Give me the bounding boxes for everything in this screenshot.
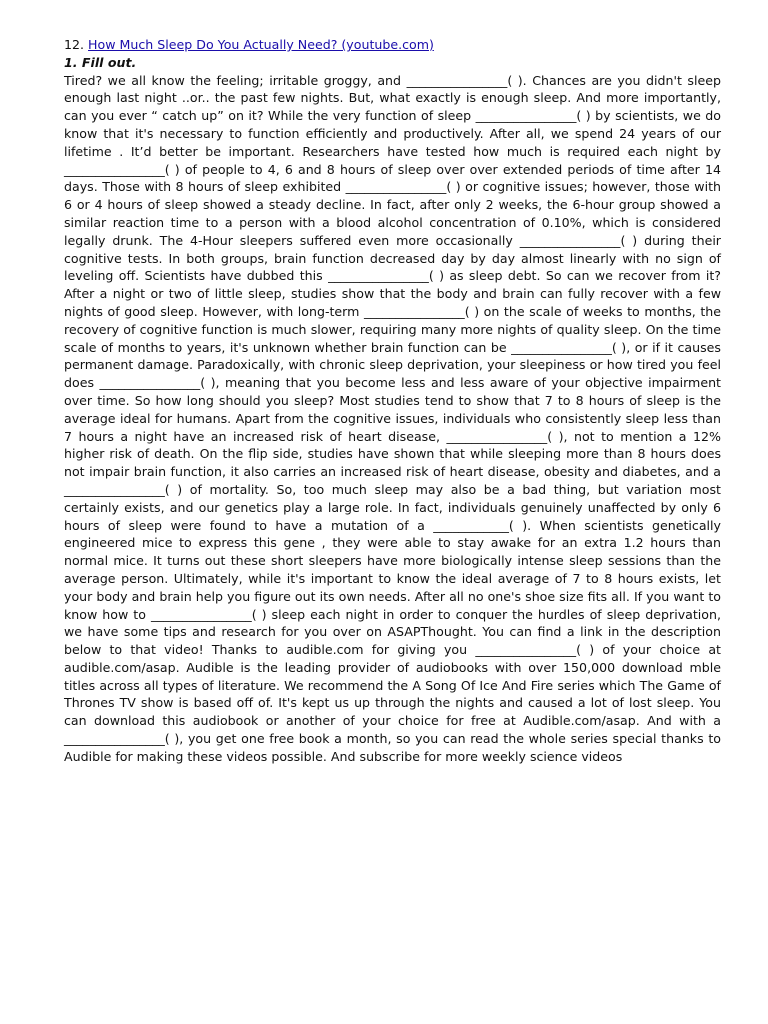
video-title-link[interactable]: How Much Sleep Do You Actually Need? (youtube.com)	[88, 37, 434, 52]
instruction-label: 1. Fill out.	[64, 54, 137, 70]
document-page	[64, 36, 726, 766]
exercise-heading	[64, 36, 721, 54]
fill-in-passage: Tired? we all know the feeling; irritable groggy, and ________________( ). Chances are you didn't sleep enough last night ..or.. the past few nights. But, what exactly is enough sleep. And more importantly, can you ever “ catch up” on it? While the very function of sleep ________________( ) by scientists, we do know that it's necessary to function efficiently and productively. After all, we spend 24 years of our lifetime . It’d better be important. Researchers have tested how much is required each night by ________________( ) of people to 4, 6 and 8 hours of sleep over over extended periods of time after 14 days. Those with 8 hours of sleep exhibited ________________( ) or cognitive issues; however, those with 6 or 4 hours of sleep showed a steady decline. In fact, after only 2 weeks, the 6-hour group showed a similar reaction time to a person with a blood alcohol concentration of 0.10%, which is considered legally drunk. The 4-Hour sleepers suffered even more occasionally ________________( ) during their cognitive tests. In both groups, brain function decreased day by day almost linearly with no sign of leveling off. Scientists have dubbed this ________________( ) as sleep debt. So can we recover from it? After a night or two of little sleep, studies show that the body and brain can fully recover with a few nights of good sleep. However, with long-term ________________( ) on the scale of weeks to months, the recovery of cognitive function is much slower, requiring many more nights of quality sleep. On the time scale of months to years, it's unknown whether brain function can be ________________( ), or if it causes permanent damage. Paradoxically, with chronic sleep deprivation, your sleepiness or how tired you feel does ________________( ), meaning that you become less and less aware of your objective impairment over time. So how long should you sleep? Most studies tend to show that 7 to 8 hours of sleep is the average ideal for humans. Apart from the cognitive issues, individuals who consistently sleep less than 7 hours a night have an increased risk of heart disease, ________________( ), not to mention a 12% higher risk of death. On the flip side, studies have shown that while sleeping more than 8 hours does not impair brain function, it also carries an increased risk of heart disease, obesity and diabetes, and a ________________( ) of mortality. So, too much sleep may also be a bad thing, but variation most certainly exists, and our genetics play a large role. In fact, individuals genuinely unaffected by only 6 hours of sleep were found to have a mutation of a ____________( ). When scientists genetically engineered mice to express this gene , they were able to stay awake for an extra 1.2 hours than normal mice. It turns out these short sleepers have more biologically intense sleep sessions than the average person. Ultimately, while it's important to know the ideal average of 7 to 8 hours exists, let your body and brain help you figure out its own needs. After all no one's shoe size fits all. If you want to know how to ________________( ) sleep each night in order to conquer the hurdles of sleep deprivation, we have some tips and research for you over on ASAPThought. You can find a link in the description below to that video! Thanks to audible.com for giving you ________________( ) of your choice at audible.com/asap. Audible is the leading provider of audiobooks with over 150,000 download mble titles across all types of literature. We recommend the A Song Of Ice And Fire series which The Game of Thrones TV show is based off of. It's kept us up through the nights and caused a lot of lost sleep. You can download this audiobook or another of your choice for free at Audible.com/asap. And with a ________________( ), you get one free book a month, so you can read the whole series special thanks to Audible for making these videos possible. And subscribe for more weekly science videos	[64, 72, 726, 764]
exercise-number: 12.	[64, 37, 85, 52]
